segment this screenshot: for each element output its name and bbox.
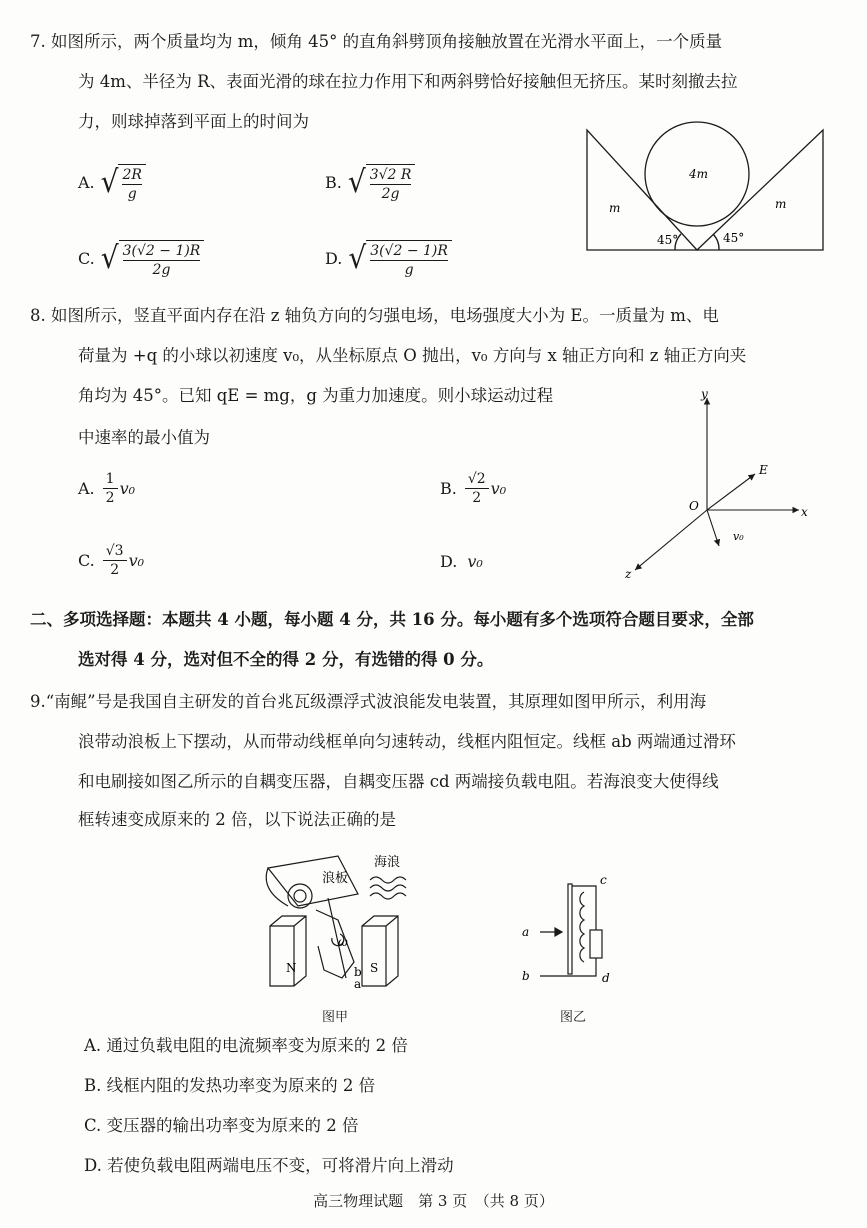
q7-left-mass-label: m: [609, 201, 621, 215]
q7-right-angle-label: 45°: [723, 231, 745, 245]
q8-option-a-label: A.: [78, 479, 95, 498]
q8-line-3: 角均为 45°。已知 qE = mg，g 为重力加速度。则小球运动过程: [78, 386, 554, 405]
q9-fig-a-n-label: N: [286, 961, 297, 975]
q9-option-a: A. 通过负载电阻的电流频率变为原来的 2 倍: [84, 1036, 408, 1055]
q9-fig-a-omega-label: ω: [338, 935, 348, 949]
q8-option-b-label: B.: [440, 479, 457, 498]
q9-fig-a-b-label: b: [354, 965, 362, 979]
q8-e-label: E: [759, 463, 768, 477]
q9-fig-b-b-label: b: [522, 969, 530, 983]
q7-right-wedge: [697, 130, 823, 250]
q7-option-c-label: C.: [78, 248, 95, 268]
q9-line-1: 9.“南鲲”号是我国自主研发的首台兆瓦级漂浮式波浪能发电装置，其原理如图甲所示，利用海: [30, 692, 707, 711]
q7-option-a: A. √ $\frac{2R}{g}$: [78, 160, 146, 204]
q9-fig-b-a-label: a: [522, 925, 530, 939]
q7-left-wedge: [587, 130, 697, 250]
q8-option-d-label: D.: [440, 552, 458, 571]
q8-option-a-tail: v₀: [119, 479, 136, 498]
q7-option-c: C. √ $\frac{3(√2 - 1)R}{2g}$: [78, 236, 204, 280]
q8-option-d: [440, 552, 483, 571]
q7-option-a-num: 2R: [122, 167, 142, 183]
q7-right-mass-label: m: [775, 197, 787, 211]
q7-option-b-den: 2g: [381, 186, 400, 202]
q9-figure-b: [510, 872, 620, 992]
q7-option-c-den: 2g: [152, 262, 171, 278]
q7-option-b-num: 3√2 R: [369, 167, 412, 183]
q7-option-a-label: A.: [78, 172, 95, 192]
q8-option-c-label: C.: [78, 551, 95, 570]
q9-option-c: C. 变压器的输出功率变为原来的 2 倍: [84, 1116, 359, 1135]
q9-fig-a-wave-label: 海浪: [374, 855, 401, 870]
q9-line-2: 浪带动浪板上下摆动，从而带动线框单向匀速转动，线框内阻恒定。线框 ab 两端通过滑环: [78, 732, 736, 751]
q8-option-a: [78, 470, 135, 507]
q7-option-a-den: g: [127, 186, 137, 202]
section2-heading-line-2: 选对得 4 分，选对但不全的得 2 分，有选错的得 0 分。: [78, 650, 494, 669]
q8-figure: [615, 386, 815, 582]
q9-line-3: 和电刷接如图乙所示的自耦变压器，自耦变压器 cd 两端接负载电阻。若海浪变大使得线: [78, 772, 719, 791]
q9-coil: [316, 910, 354, 978]
q7-ball-label: 4m: [689, 167, 709, 181]
q8-e-vector: [707, 474, 755, 510]
q8-line-2: 荷量为 +q 的小球以初速度 v₀，从坐标原点 O 抛出，v₀ 方向与 x 轴正方向和 z 轴正方向夹: [78, 346, 747, 365]
q7-option-d-den: g: [404, 262, 414, 278]
q8-v0-vector: [707, 510, 719, 546]
q8-option-b: [440, 470, 506, 507]
q8-option-d-text: v₀: [467, 552, 483, 571]
q8-option-b-tail: v₀: [490, 479, 507, 498]
section2-heading-line-1: 二、多项选择题：本题共 4 小题，每小题 4 分，共 16 分。每小题有多个选项符合题目要求，全部: [30, 610, 754, 629]
page-footer: 高三物理试题 第 3 页 （共 8 页）: [313, 1192, 554, 1210]
q9-fig-a-s-label: S: [370, 961, 379, 975]
q7-figure: [585, 112, 825, 254]
q8-option-a-den: 2: [105, 490, 115, 506]
q9-figure-a-caption: 图甲: [322, 1010, 349, 1025]
q8-line-4: 中速率的最小值为: [78, 428, 210, 447]
q8-origin-label: O: [689, 499, 699, 513]
q9-line-4: 框转速变成原来的 2 倍，以下说法正确的是: [78, 810, 396, 829]
q8-option-a-num: 1: [103, 470, 118, 489]
q9-slider-arrow-icon: [555, 928, 562, 936]
q8-option-b-den: 2: [472, 490, 482, 506]
q9-autotransformer-coil: [580, 892, 584, 962]
q8-v0-label: v₀: [733, 530, 744, 543]
q7-option-b-label: B.: [325, 172, 342, 192]
q7-line-2: 为 4m、半径为 R、表面光滑的球在拉力作用下和两斜劈恰好接触但无挤压。某时刻撤去拉: [78, 72, 738, 91]
q9-fig-b-d-label: d: [602, 971, 610, 985]
q9-fig-a-board-label: 浪板: [322, 871, 349, 886]
q7-option-d-num: 3(√2 − 1)R: [370, 243, 448, 259]
q9-fig-b-c-label: c: [600, 873, 607, 887]
q8-option-c-tail: v₀: [128, 551, 145, 570]
q7-option-d-label: D.: [325, 248, 343, 268]
q9-option-d: D. 若使负载电阻两端电压不变，可将滑片向上滑动: [84, 1156, 454, 1175]
q8-z-axis: [635, 510, 707, 570]
q8-option-b-num: √2: [465, 470, 489, 489]
q8-option-c-den: 2: [110, 562, 120, 578]
q9-fig-a-a-label: a: [354, 977, 362, 991]
q7-line-3: 力，则球掉落到平面上的时间为: [78, 112, 309, 131]
q9-load-resistor: [590, 930, 602, 958]
q9-figure-b-caption: 图乙: [560, 1010, 587, 1025]
q8-option-c: [78, 542, 144, 579]
q8-x-label: x: [801, 505, 808, 519]
q9-figure-a: [258, 850, 448, 1000]
q8-y-label: y: [701, 387, 708, 401]
q7-line-1: 7. 如图所示，两个质量均为 m，倾角 45° 的直角斜劈顶角接触放置在光滑水平面上，一个质量: [30, 32, 723, 51]
q8-z-label: z: [625, 567, 632, 581]
q7-option-d: D. √ $\frac{3(√2 - 1)R}{g}$: [325, 236, 452, 280]
q8-line-1: 8. 如图所示，竖直平面内存在沿 z 轴负方向的匀强电场，电场强度大小为 E。一质量为 m、电: [30, 306, 719, 325]
q7-option-b: B. √ $\frac{3√2 R}{2g}$: [325, 160, 415, 204]
q8-option-c-num: √3: [103, 542, 127, 561]
q7-left-angle-label: 45°: [657, 233, 679, 247]
q9-option-b: B. 线框内阻的发热功率变为原来的 2 倍: [84, 1076, 376, 1095]
q7-option-c-num: 3(√2 − 1)R: [122, 243, 201, 259]
